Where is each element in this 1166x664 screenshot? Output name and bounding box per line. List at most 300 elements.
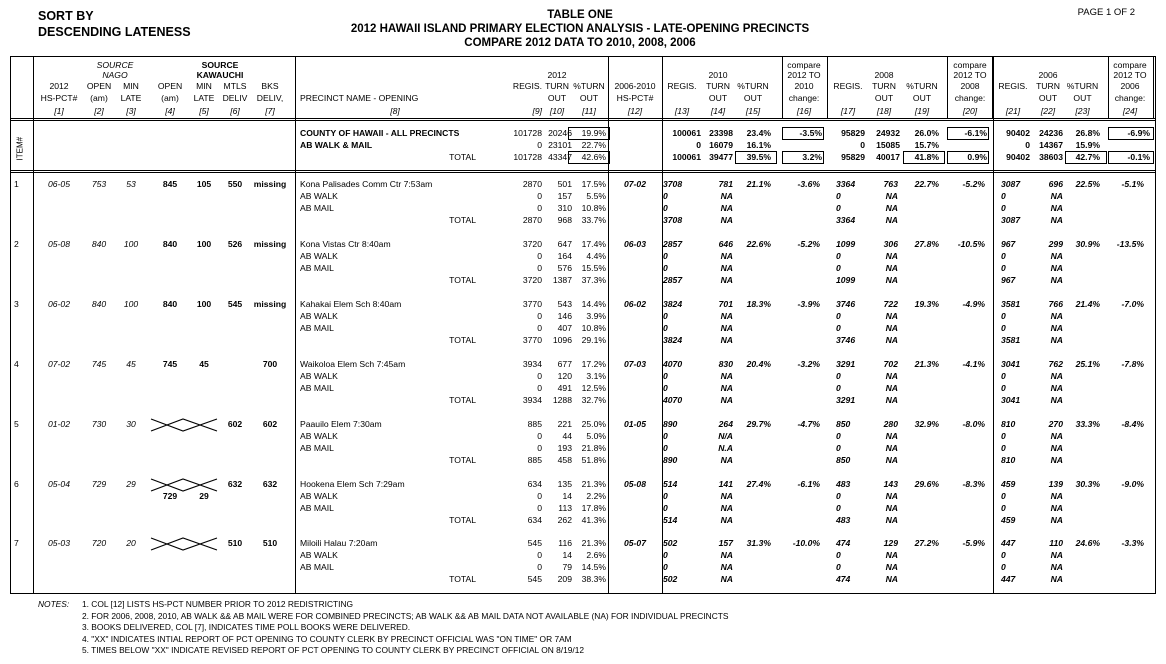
item-5-t06-0: 139	[1048, 479, 1063, 489]
item-number-2: 3	[14, 299, 19, 309]
item-p10-6: 31.3%	[746, 538, 771, 548]
col-c24-header-0: compare	[1113, 60, 1147, 70]
item-4-turn-2: 193	[557, 443, 572, 453]
item-1-regis-0: 3720	[522, 239, 542, 249]
col-c24-header-3: change:	[1114, 93, 1146, 103]
compare-2006-box-r	[1153, 56, 1154, 118]
item-1-r06-2: 0	[1001, 263, 1006, 273]
item-6-turn-0: 116	[558, 538, 572, 548]
col-c16-header-3: change:	[788, 93, 820, 103]
item-hs-pct-2: 06-02	[48, 299, 70, 309]
county-c10-0: -3.5%	[799, 128, 822, 138]
item-1-pct-1: 4.4%	[586, 251, 606, 261]
item-6-t10-3: NA	[720, 574, 733, 584]
item-3-r10-3: 4070	[663, 395, 683, 405]
item-3-pct-2: 12.5%	[581, 383, 606, 393]
item-2-r10-0: 3824	[663, 299, 683, 309]
county-r06-0: 90402	[1006, 128, 1030, 138]
item-hs-pct-0: 06-05	[48, 179, 70, 189]
item-6-r06-0: 447	[1001, 538, 1016, 548]
title-line-3: COMPARE 2012 DATA TO 2010, 2008, 2006	[464, 37, 696, 49]
item-4-regis-3: 885	[527, 455, 542, 465]
item-3-total-label: TOTAL	[449, 395, 476, 405]
item-5-turn-2: 113	[558, 503, 572, 513]
item-0-regis-2: 0	[537, 203, 542, 213]
county-highlight-box-9	[1108, 127, 1154, 140]
item-2-r08-1: 0	[836, 311, 841, 321]
item-3-name-0: Waikoloa Elem Sch 7:45am	[300, 359, 406, 369]
item-5-t08-1: NA	[885, 491, 898, 501]
item-5-name-0: Hookena Elem Sch 7:29am	[300, 479, 405, 489]
item-kaw-late-2: 100	[196, 299, 212, 309]
item-2-pct-1: 3.9%	[586, 311, 606, 321]
county-pct-1: 22.7%	[581, 140, 606, 150]
col-c18-header-0: 2008	[874, 70, 894, 80]
col-c10-header-1: TURN	[545, 81, 569, 91]
item-mtls-4: 602	[227, 419, 243, 429]
item-1-t08-3: NA	[885, 275, 898, 285]
col-c4-header-2: [4]	[165, 106, 175, 116]
item-c06-5: -9.0%	[1121, 479, 1144, 489]
item-old-pct-4: 01-05	[624, 419, 646, 429]
col-c16-header-1: 2012 TO	[787, 70, 821, 80]
county-turn-1: 23101	[548, 140, 572, 150]
item-2-name-0: Kahakai Elem Sch 8:40am	[300, 299, 402, 309]
item-4-t06-1: NA	[1050, 431, 1063, 441]
col-c5-header-2: [5]	[199, 106, 209, 116]
item-1-t08-0: 306	[883, 239, 898, 249]
item-4-r08-2: 0	[836, 443, 841, 453]
col-c19-header-1: OUT	[912, 93, 932, 103]
item-5-pct-0: 21.3%	[581, 479, 606, 489]
col-c15-header-2: [15]	[745, 106, 761, 116]
col-c7-header-0: BKS	[261, 81, 279, 91]
item-6-t08-3: NA	[885, 574, 898, 584]
item-4-total-label: TOTAL	[449, 455, 476, 465]
item-0-total-label: TOTAL	[449, 215, 476, 225]
col-c11-header-2: [11]	[582, 106, 596, 116]
item-6-r08-0: 474	[836, 538, 851, 548]
item-4-t10-2: N.A	[718, 443, 733, 453]
item-3-t08-3: NA	[885, 395, 898, 405]
item-3-r06-3: 3041	[1001, 395, 1021, 405]
item-2-t08-1: NA	[885, 311, 898, 321]
note-5: 5. TIMES BELOW "XX" INDICATE REVISED REPORT OF PCT OPENING TO COUNTY CLERK BY PRECINCT OFFICIAL ON 8/19/12	[82, 645, 585, 656]
item-1-regis-1: 0	[537, 251, 542, 261]
col-c22-header-3: [22]	[1040, 106, 1056, 116]
item-3-pct-1: 3.1%	[586, 371, 606, 381]
item-c10-4: -4.7%	[797, 419, 820, 429]
item-4-r10-3: 890	[663, 455, 678, 465]
county-regis-1: 0	[537, 140, 542, 150]
col-c3-header-1: LATE	[120, 93, 142, 103]
item-hs-pct-6: 05-03	[48, 538, 70, 548]
col-c20-header-3: change:	[954, 93, 986, 103]
col-c2-header-0: OPEN	[86, 81, 112, 91]
item-0-r10-2: 0	[663, 203, 668, 213]
table-top-rule	[10, 56, 1156, 57]
item-kaw-late-0: 105	[196, 179, 212, 189]
item-6-regis-0: 545	[527, 538, 542, 548]
item-5-total-label: TOTAL	[449, 515, 476, 525]
item-4-t08-3: NA	[885, 455, 898, 465]
item-6-name-0: Miloili Halau 7:20am	[300, 538, 378, 548]
item-c06-2: -7.0%	[1121, 299, 1144, 309]
item-0-r10-0: 3708	[663, 179, 683, 189]
item-2-turn-0: 543	[557, 299, 572, 309]
item-3-t06-2: NA	[1050, 383, 1063, 393]
county-p10-2: 39.5%	[746, 152, 771, 162]
table-bottom-rule	[10, 593, 1156, 594]
item-3-r08-2: 0	[836, 383, 841, 393]
item-nago-late-0: 53	[126, 179, 136, 189]
item-bks-2: missing	[253, 299, 287, 309]
item-5-t10-1: NA	[720, 491, 733, 501]
county-p08-1: 15.7%	[914, 140, 939, 150]
item-p06-4: 33.3%	[1075, 419, 1100, 429]
item-number-1: 2	[14, 239, 19, 249]
note-3: 3. BOOKS DELIVERED, COL [7], INDICATES TIME POLL BOOKS WERE DELIVERED.	[82, 622, 411, 633]
col-c6-header-2: [6]	[230, 106, 240, 116]
item-2-pct-3: 29.1%	[581, 335, 606, 345]
item-5-regis-0: 634	[527, 479, 542, 489]
item-2-r06-0: 3581	[1001, 299, 1021, 309]
table-header-rule-2	[10, 120, 1156, 121]
item-1-t10-2: NA	[720, 263, 733, 273]
col-c18-header-2: OUT	[874, 93, 894, 103]
item-1-r06-1: 0	[1001, 251, 1006, 261]
county-turn-0: 20246	[548, 128, 572, 138]
item-p10-0: 21.1%	[746, 179, 771, 189]
item-bks-6: 510	[262, 538, 278, 548]
source-nago-1: SOURCE	[96, 60, 134, 70]
item-1-t10-0: 646	[718, 239, 733, 249]
col-c14-header-2: OUT	[708, 93, 728, 103]
item-1-t06-3: NA	[1050, 275, 1063, 285]
item-6-r10-1: 0	[663, 550, 668, 560]
item-4-r10-0: 890	[663, 419, 678, 429]
item-kaw-late-1: 100	[196, 239, 212, 249]
col-c3-header-0: MIN	[123, 81, 139, 91]
item-p06-1: 30.9%	[1075, 239, 1100, 249]
item-old-pct-3: 07-03	[624, 359, 646, 369]
item-5-pct-3: 41.3%	[581, 515, 606, 525]
item-5-regis-1: 0	[537, 491, 542, 501]
item-3-t08-2: NA	[885, 383, 898, 393]
county-r06-1: 0	[1025, 140, 1030, 150]
item-mtls-6: 510	[227, 538, 243, 548]
item-6-turn-2: 79	[562, 562, 572, 572]
item-4-t06-0: 270	[1048, 419, 1063, 429]
item-nago-open-2: 840	[91, 299, 107, 309]
item-1-t06-1: NA	[1050, 251, 1063, 261]
item-p08-3: 21.3%	[914, 359, 939, 369]
county-p08-2: 41.8%	[914, 152, 939, 162]
item-2-r06-2: 0	[1001, 323, 1006, 333]
item-4-r10-1: 0	[663, 431, 668, 441]
source-nago-2: NAGO	[102, 70, 128, 80]
item-c08-3: -4.1%	[962, 359, 985, 369]
item-5-r10-3: 514	[663, 515, 678, 525]
col-c14-header-1: TURN	[706, 81, 730, 91]
item-4-pct-3: 51.8%	[581, 455, 606, 465]
col-c12-header-1: HS-PCT#	[616, 93, 654, 103]
item-6-total-label: TOTAL	[449, 574, 476, 584]
col-c20-header-2: 2008	[960, 81, 980, 91]
item-5-name-1: AB WALK	[300, 491, 338, 501]
item-nago-late-3: 45	[126, 359, 136, 369]
item-0-turn-3: 968	[557, 215, 572, 225]
county-c06-0: -6.9%	[1127, 128, 1150, 138]
item-6-name-2: AB MAIL	[300, 562, 334, 572]
county-r06-2: 90402	[1006, 152, 1030, 162]
col-c24-header-2: 2006	[1120, 81, 1140, 91]
item-2-t06-3: NA	[1050, 335, 1063, 345]
item-2-t08-0: 722	[883, 299, 898, 309]
item-c08-2: -4.9%	[962, 299, 985, 309]
item-c06-6: -3.3%	[1121, 538, 1144, 548]
item-1-r08-3: 1099	[836, 275, 856, 285]
item-5-pct-1: 2.2%	[586, 491, 606, 501]
item-old-pct-2: 06-02	[624, 299, 646, 309]
county-t10-0: 23398	[709, 128, 733, 138]
col-c12-header-0: 2006-2010	[614, 81, 656, 91]
item-4-t08-1: NA	[885, 431, 898, 441]
item-0-t08-1: NA	[885, 191, 898, 201]
item-1-turn-1: 164	[557, 251, 572, 261]
item-5-t08-0: 143	[883, 479, 898, 489]
item-2-r06-3: 3581	[1001, 335, 1021, 345]
item-bks-0: missing	[253, 179, 287, 189]
item-4-regis-1: 0	[537, 431, 542, 441]
col-c21-header-0: REGIS.	[998, 81, 1028, 91]
item-3-turn-1: 120	[557, 371, 572, 381]
col-c18-header-3: [18]	[876, 106, 892, 116]
item-2-t06-1: NA	[1050, 311, 1063, 321]
item-4-t06-2: NA	[1050, 443, 1063, 453]
item-5-r10-1: 0	[663, 491, 668, 501]
item-4-pct-0: 25.0%	[581, 419, 606, 429]
item-0-t10-2: NA	[720, 203, 733, 213]
item-3-turn-2: 491	[557, 383, 572, 393]
col-c23-header-1: OUT	[1073, 93, 1092, 103]
item-4-r08-0: 850	[836, 419, 851, 429]
item-6-t08-2: NA	[885, 562, 898, 572]
item-hs-pct-4: 01-02	[48, 419, 70, 429]
item-0-t06-2: NA	[1050, 203, 1063, 213]
item-5-t10-3: NA	[720, 515, 733, 525]
item-6-r08-2: 0	[836, 562, 841, 572]
item-c08-5: -8.3%	[962, 479, 985, 489]
item-4-t10-0: 264	[718, 419, 733, 429]
item-mtls-5: 632	[227, 479, 243, 489]
item-2-r08-2: 0	[836, 323, 841, 333]
item-c08-1: -10.5%	[957, 239, 985, 249]
item-3-pct-0: 17.2%	[581, 359, 606, 369]
item-1-r10-1: 0	[663, 251, 668, 261]
item-5-t06-2: NA	[1050, 503, 1063, 513]
county-t10-1: 16079	[709, 140, 733, 150]
item-1-turn-3: 1387	[552, 275, 572, 285]
item-1-name-0: Kona Vistas Ctr 8:40am	[300, 239, 391, 249]
item-3-regis-0: 3934	[522, 359, 542, 369]
item-0-r10-1: 0	[663, 191, 668, 201]
item-0-regis-0: 2870	[522, 179, 542, 189]
county-t08-0: 24932	[876, 128, 900, 138]
item-2-regis-3: 3770	[522, 335, 542, 345]
item-old-pct-1: 06-03	[624, 239, 646, 249]
col-c14-header-0: 2010	[708, 70, 728, 80]
item-0-r06-3: 3087	[1001, 215, 1021, 225]
item-0-regis-1: 0	[537, 191, 542, 201]
note-2: 2. FOR 2006, 2008, 2010, AB WALK && AB MAIL WERE FOR COMBINED PRECINCTS; AB WALK && AB MAIL DATA NOT AVAILABLE (NA) FOR INDIVIDUAL PRECINCTS	[82, 610, 729, 621]
item-4-r06-0: 810	[1001, 419, 1016, 429]
item-0-r06-1: 0	[1001, 191, 1006, 201]
item-6-pct-0: 21.3%	[581, 538, 606, 548]
item-2-r10-1: 0	[663, 311, 668, 321]
item-nago-late-4: 30	[126, 419, 136, 429]
item-6-pct-3: 38.3%	[581, 574, 606, 584]
item-6-r08-1: 0	[836, 550, 841, 560]
col-c3-header-2: [3]	[126, 106, 136, 116]
item-2-pct-2: 10.8%	[581, 323, 606, 333]
table-header-rule	[10, 118, 1156, 119]
item-2-turn-1: 146	[557, 311, 572, 321]
col-c8-header-1: [8]	[390, 106, 400, 116]
item-0-r10-3: 3708	[663, 215, 683, 225]
county-highlight-box-4	[782, 151, 824, 164]
item-4-t08-0: 280	[883, 419, 898, 429]
item-nago-late-6: 20	[126, 538, 136, 548]
item-0-t08-2: NA	[885, 203, 898, 213]
item-p10-5: 27.4%	[746, 479, 771, 489]
item-0-pct-2: 10.8%	[581, 203, 606, 213]
item-0-t10-3: NA	[720, 215, 733, 225]
item-5-name-2: AB MAIL	[300, 503, 334, 513]
item-hs-pct-5: 05-04	[48, 479, 70, 489]
county-t10-2: 39477	[709, 152, 733, 162]
item-p10-1: 22.6%	[746, 239, 771, 249]
item-0-turn-1: 157	[557, 191, 572, 201]
col-c5-header-0: MIN	[196, 81, 212, 91]
item-0-r08-2: 0	[836, 203, 841, 213]
item-0-regis-3: 2870	[522, 215, 542, 225]
county-r10-0: 100061	[672, 128, 701, 138]
item-nago-late-2: 100	[123, 299, 139, 309]
item-4-regis-0: 885	[527, 419, 542, 429]
col-c1-header-1: HS-PCT#	[40, 93, 78, 103]
item-5-r08-1: 0	[836, 491, 841, 501]
item-0-r08-0: 3364	[836, 179, 856, 189]
col-c7-header-1: DELIV,	[256, 93, 284, 103]
item-1-regis-3: 3720	[522, 275, 542, 285]
item-0-name-0: Kona Palisades Comm Ctr 7:53am	[300, 179, 433, 189]
item-0-t10-0: 781	[718, 179, 733, 189]
notes-list	[82, 599, 728, 657]
item-3-regis-1: 0	[537, 371, 542, 381]
item-0-turn-0: 501	[557, 179, 572, 189]
county-t06-1: 14367	[1039, 140, 1063, 150]
county-c06-2: -0.1%	[1127, 152, 1150, 162]
item-0-name-1: AB WALK	[300, 191, 338, 201]
col-c12-header-2: [12]	[627, 106, 643, 116]
item-6-r06-3: 447	[1001, 574, 1016, 584]
item-5-t06-1: NA	[1050, 491, 1063, 501]
item-4-t10-3: NA	[720, 455, 733, 465]
item-0-t06-0: 696	[1048, 179, 1063, 189]
item-c10-0: -3.6%	[797, 179, 820, 189]
item-old-pct-5: 05-08	[624, 479, 646, 489]
item-p08-2: 19.3%	[914, 299, 939, 309]
item-1-t10-1: NA	[720, 251, 733, 261]
item-4-r08-3: 850	[836, 455, 851, 465]
col-c9-header-1: [9]	[532, 106, 542, 116]
item-5-r08-3: 483	[836, 515, 851, 525]
item-p10-2: 18.3%	[746, 299, 771, 309]
item-bks-1: missing	[253, 239, 287, 249]
item-3-r10-0: 4070	[663, 359, 683, 369]
item-3-turn-3: 1288	[552, 395, 572, 405]
note-4: 4. "XX" INDICATES INTIAL REPORT OF PCT OPENING TO COUNTY CLERK BY PRECINCT OFFICIAL WAS "ON TIME" OR 7AM	[82, 633, 572, 644]
item-1-pct-3: 37.3%	[581, 275, 606, 285]
source-kawauchi-2: KAWAUCHI	[196, 70, 244, 80]
item-0-r06-0: 3087	[1001, 179, 1021, 189]
item-0-t06-3: NA	[1050, 215, 1063, 225]
item-4-r06-3: 810	[1001, 455, 1016, 465]
vline-item-col	[33, 56, 34, 593]
county-p10-0: 23.4%	[746, 128, 771, 138]
item-3-t08-0: 702	[883, 359, 898, 369]
item-6-r06-1: 0	[1001, 550, 1006, 560]
item-3-r10-2: 0	[663, 383, 668, 393]
item-4-turn-3: 458	[557, 455, 572, 465]
item-old-pct-6: 05-07	[624, 538, 646, 548]
item-nago-open-4: 730	[91, 419, 107, 429]
item-5-t08-2: NA	[885, 503, 898, 513]
source-kawauchi-1: SOURCE	[201, 60, 239, 70]
item-p06-5: 30.3%	[1075, 479, 1100, 489]
item-2-turn-2: 407	[557, 323, 572, 333]
item-3-r08-0: 3291	[836, 359, 856, 369]
xx-on-time-mark	[150, 478, 218, 492]
county-name-0: COUNTY OF HAWAII - ALL PRECINCTS	[300, 128, 460, 138]
county-highlight-box-5	[903, 151, 945, 164]
item-2-turn-3: 1096	[552, 335, 572, 345]
col-c16-header-0: compare	[787, 60, 821, 70]
county-pct-0: 19.9%	[581, 128, 606, 138]
item-1-turn-0: 647	[557, 239, 572, 249]
col-c9-header-0: REGIS.	[512, 81, 542, 91]
item-c06-4: -8.4%	[1121, 419, 1144, 429]
item-2-pct-0: 14.4%	[581, 299, 606, 309]
col-c23-header-0: %TURN	[1066, 81, 1099, 91]
item-5-r08-2: 0	[836, 503, 841, 513]
item-6-t08-0: 129	[883, 538, 898, 548]
item-3-t10-1: NA	[720, 371, 733, 381]
item-p08-1: 27.8%	[914, 239, 939, 249]
compare-2010-box-r	[827, 56, 828, 118]
county-t08-1: 15085	[876, 140, 900, 150]
item-3-turn-0: 677	[557, 359, 572, 369]
item-p06-3: 25.1%	[1075, 359, 1100, 369]
item-2-t06-0: 766	[1048, 299, 1063, 309]
title-line-1: TABLE ONE	[547, 9, 613, 21]
notes-label: NOTES:	[38, 599, 70, 609]
col-c22-header-0: 2006	[1038, 70, 1058, 80]
item-4-r06-2: 0	[1001, 443, 1006, 453]
item-nago-late-1: 100	[123, 239, 139, 249]
item-3-pct-3: 32.7%	[581, 395, 606, 405]
